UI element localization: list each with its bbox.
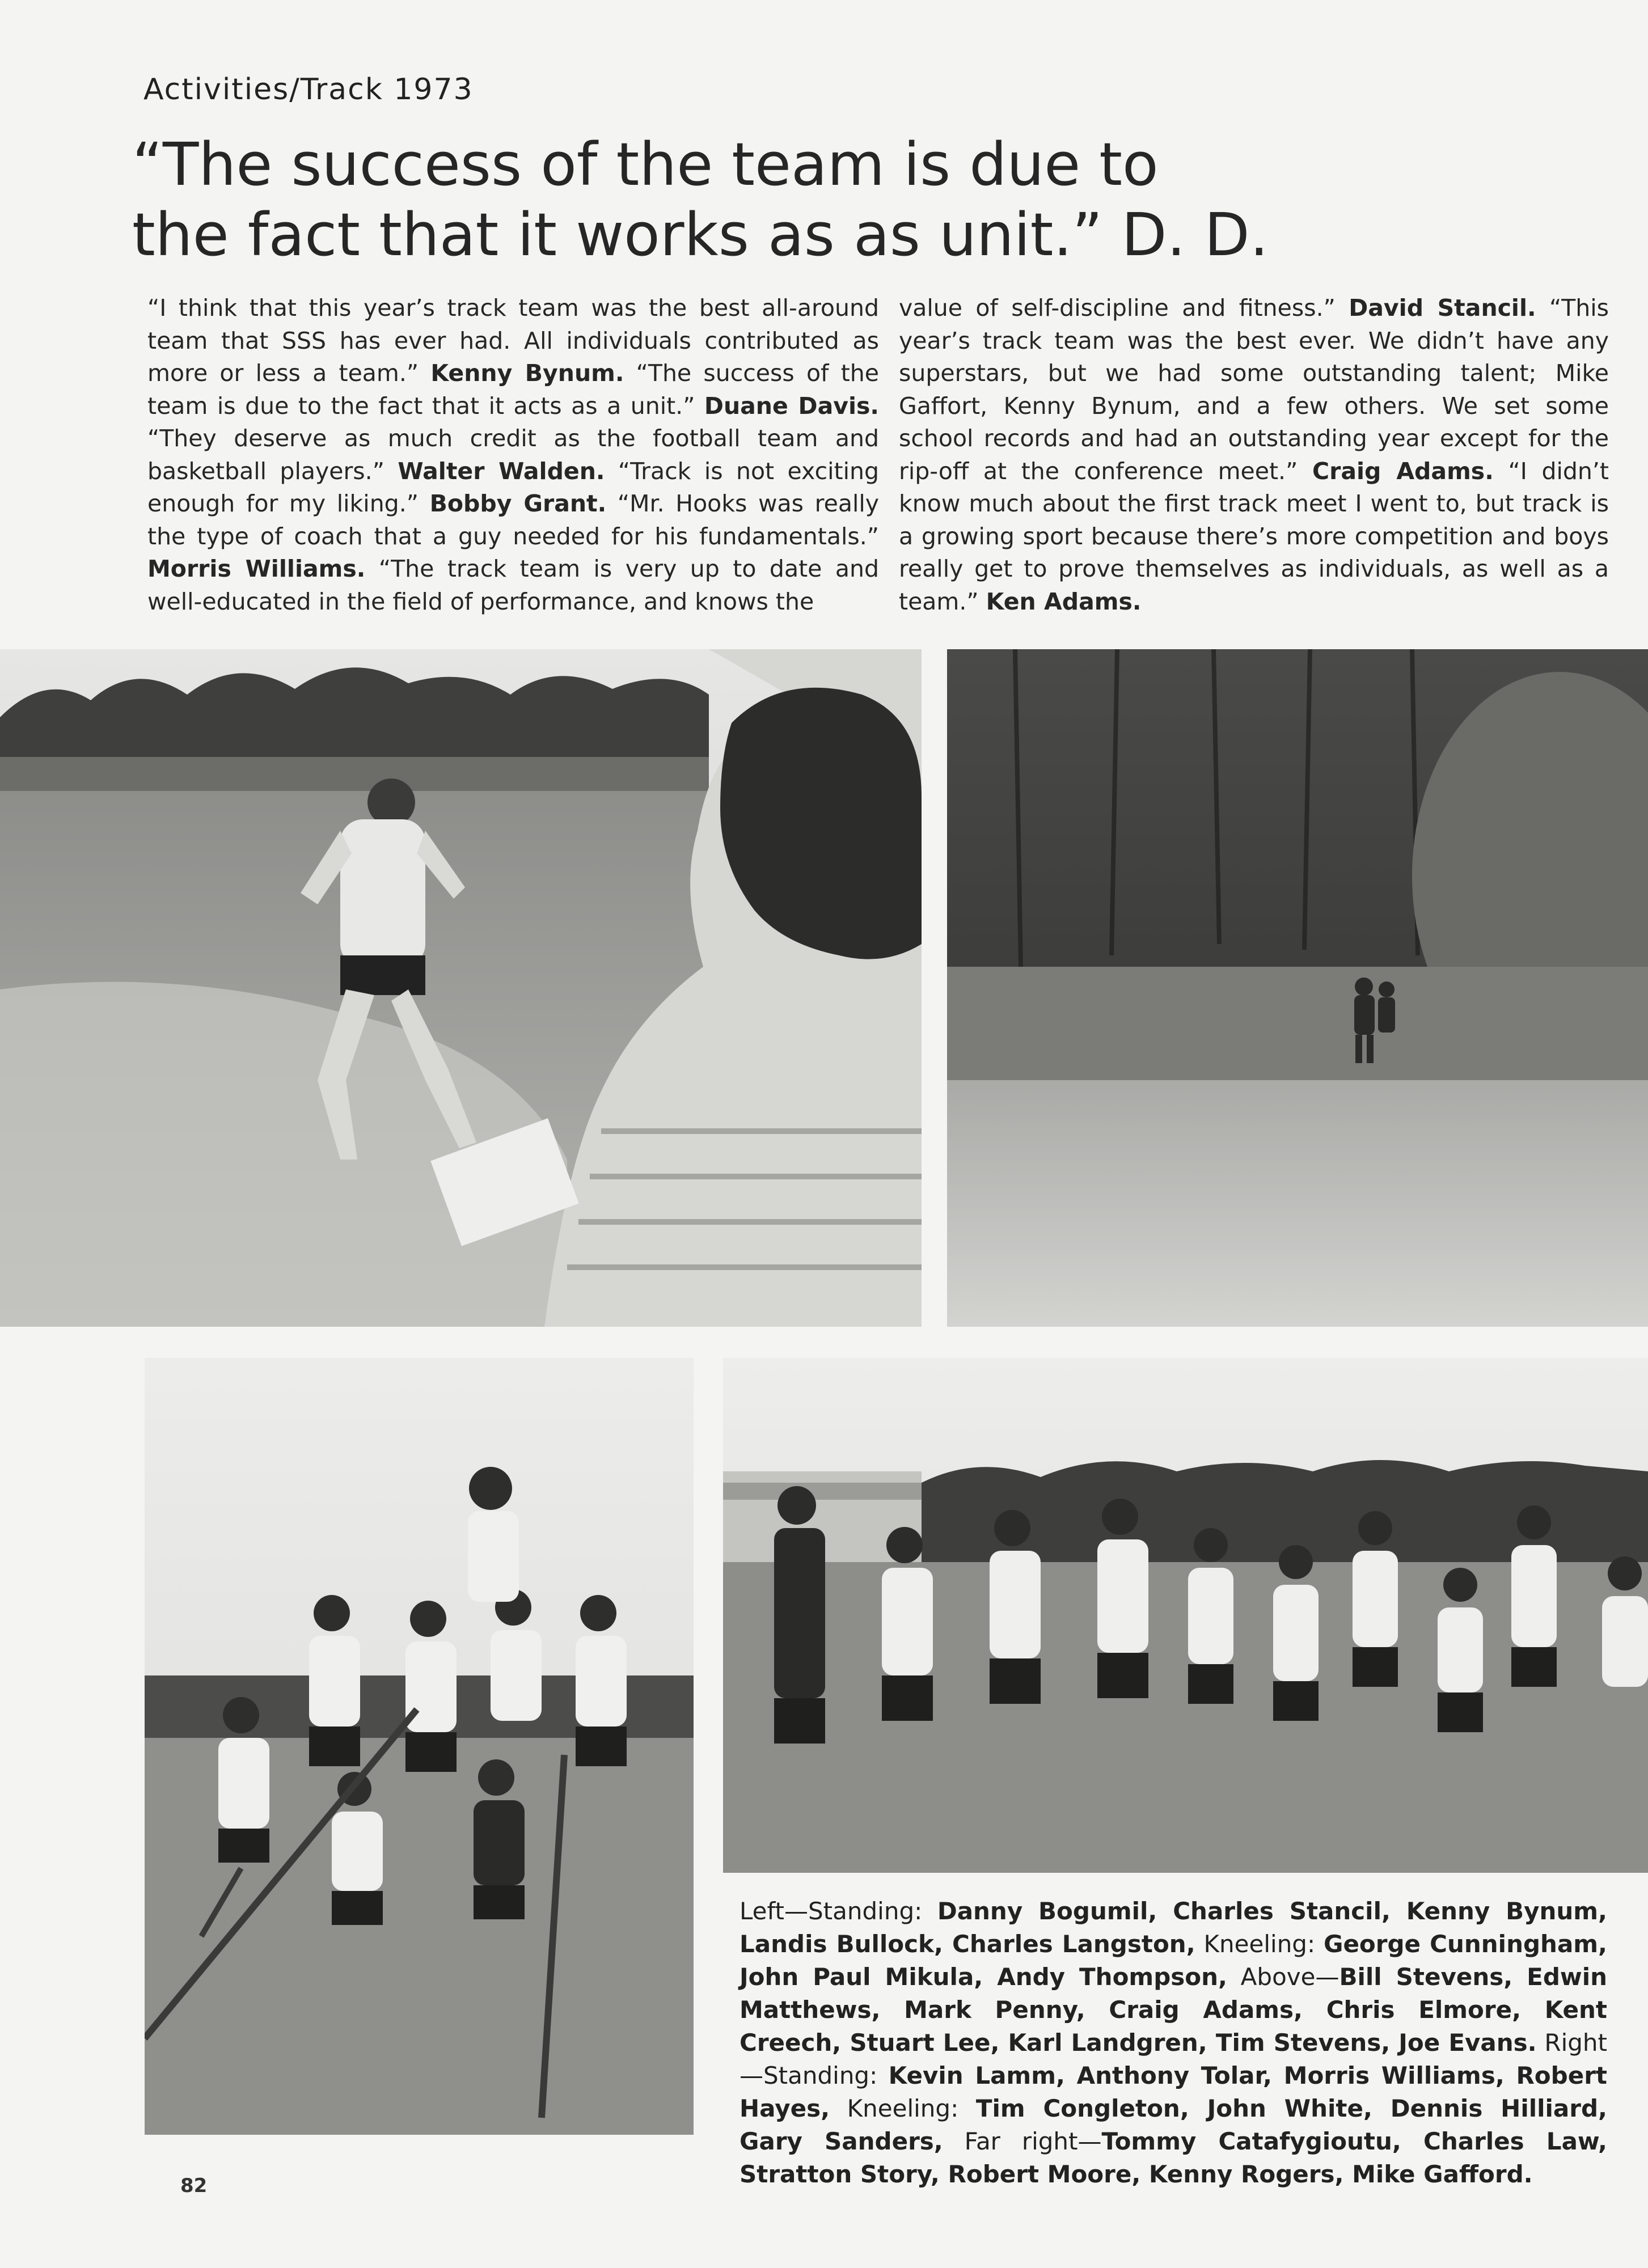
photo-team-group-left bbox=[145, 1358, 694, 2135]
photo-team-group-right bbox=[723, 1358, 1648, 1873]
group-right-photo-image bbox=[723, 1358, 1648, 1873]
photo-field-runners bbox=[947, 649, 1648, 1327]
headline bbox=[132, 129, 1550, 270]
name-attribution: Walter Walden. bbox=[398, 457, 605, 485]
name-attribution: Kevin Lamm, Anthony Tolar, Morris Williams, Robert Hayes, bbox=[740, 2062, 1608, 2122]
body-paragraph-left: “I think that this year’s track team was the best all-around team that SSS has ever had. All individuals contributed as more or less a team.” Kenny Bynum. “The success of the team is due to the fact that it acts as a unit.” Duane Davis. “They deserve as much credit as the football team and basketball players.” Walter Walden. “Track is not exciting enough for my liking.” Bobby Grant. “Mr. Hooks was really the type of coach that a guy needed for his fundamentals.” Morris Williams. “The track team is very up to date and well-educated in the field of performance, and knows the bbox=[147, 294, 879, 615]
group-left-photo-image bbox=[145, 1358, 694, 2135]
name-attribution: Danny Bogumil, Charles Stancil, Kenny Bynum, Landis Bullock, Charles Langston, bbox=[740, 1897, 1607, 1958]
body-text-left-column bbox=[147, 292, 879, 618]
page-number: 82 bbox=[180, 2174, 208, 2197]
photo-caption: Left—Standing: Danny Bogumil, Charles Stancil, Kenny Bynum, Landis Bullock, Charles Langston, Kneeling: George Cunningham, John Paul Mikula, Andy Thompson, Above—Bill Stevens, Edwin Matthews, Mark Penny, Craig Adams, Chris Elmore, Kent Creech, Stuart Lee, Karl Landgren, Tim Stevens, Joe Evans. Right—Standing: Kevin Lamm, Anthony Tolar, Morris Williams, Robert Hayes, Kneeling: Tim Congleton, John White, Dennis Hilliard, Gary Sanders, Far right—Tommy Catafygioutu, Charles Law, Stratton Story, Robert Moore, Kenny Rogers, Mike Gafford. bbox=[740, 1897, 1608, 2188]
section-label: Activities/Track 1973 bbox=[143, 73, 474, 107]
name-attribution: David Stancil. bbox=[1349, 294, 1536, 321]
body-text-right-column bbox=[899, 292, 1609, 618]
runner-photo-image bbox=[0, 649, 922, 1327]
body-paragraph-right: value of self-discipline and fitness.” David Stancil. “This year’s track team was the best ever. We didn’t have any superstars, but we had some outstanding talent; Mike Gaffort, Kenny Bynum, and a few others. We set some school records and had an outstanding year except for the rip-off at the conference meet.” Craig Adams. “I didn’t know much about the first track meet I went to, but track is a growing sport because there’s more competition and boys really get to prove themselves as individuals, as well as a team.” Ken Adams. bbox=[899, 294, 1609, 615]
photo-runner bbox=[0, 649, 922, 1327]
name-attribution: Bill Stevens, Edwin Matthews, Mark Penny, Craig Adams, Chris Elmore, Kent Creech, Stuart Lee, Karl Landgren, Tim Stevens, Joe Evans. bbox=[740, 1963, 1607, 2057]
headline-line-2: the fact that it works as as unit.” D. D. bbox=[132, 200, 1269, 269]
name-attribution: Bobby Grant. bbox=[429, 490, 607, 517]
name-attribution: Morris Williams. bbox=[147, 555, 366, 582]
name-attribution: Craig Adams. bbox=[1312, 457, 1494, 485]
name-attribution: Ken Adams. bbox=[986, 587, 1142, 615]
headline-line-1: “The success of the team is due to bbox=[132, 130, 1159, 199]
name-attribution: Tim Congleton, John White, Dennis Hilliard, Gary Sanders, bbox=[740, 2094, 1607, 2155]
field-photo-image bbox=[947, 649, 1648, 1327]
name-attribution: Duane Davis. bbox=[704, 392, 879, 420]
name-attribution: Kenny Bynum. bbox=[430, 359, 624, 387]
name-attribution: Tommy Catafygioutu, Charles Law, Stratton Story, Robert Moore, Kenny Rogers, Mike Gafford. bbox=[740, 2127, 1607, 2188]
name-attribution: George Cunningham, John Paul Mikula, Andy Thompson, bbox=[740, 1930, 1608, 1991]
